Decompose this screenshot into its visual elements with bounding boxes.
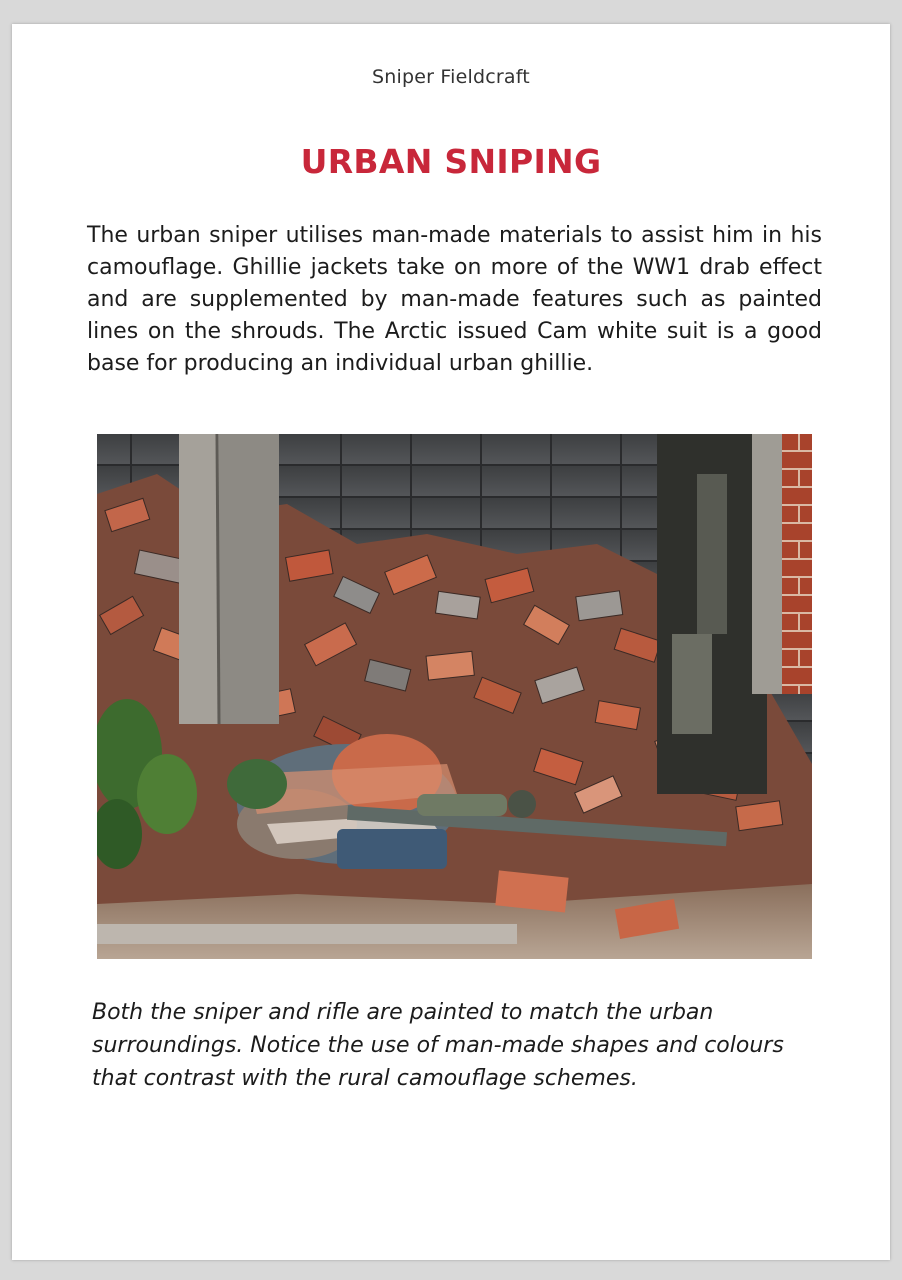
section-title: URBAN SNIPING [300, 142, 602, 181]
running-header: Sniper Fieldcraft [372, 66, 530, 88]
document-page [12, 24, 890, 1260]
body-paragraph: The urban sniper utilises man-made materials to assist him in his camouflage. Ghillie jackets take on more of the WW1 drab effect and are supplemented by man-made features such as painted lines on the shrouds. The Arctic issued Cam white suit is a good base for producing an individual urban ghillie. [87, 223, 822, 376]
figure-caption: Both the sniper and rifle are painted to match the urban surroundings. Notice the use of man-made shapes and colours that contrast with the rural camouflage schemes. [92, 1000, 784, 1091]
urban-sniper-photo [97, 434, 812, 959]
